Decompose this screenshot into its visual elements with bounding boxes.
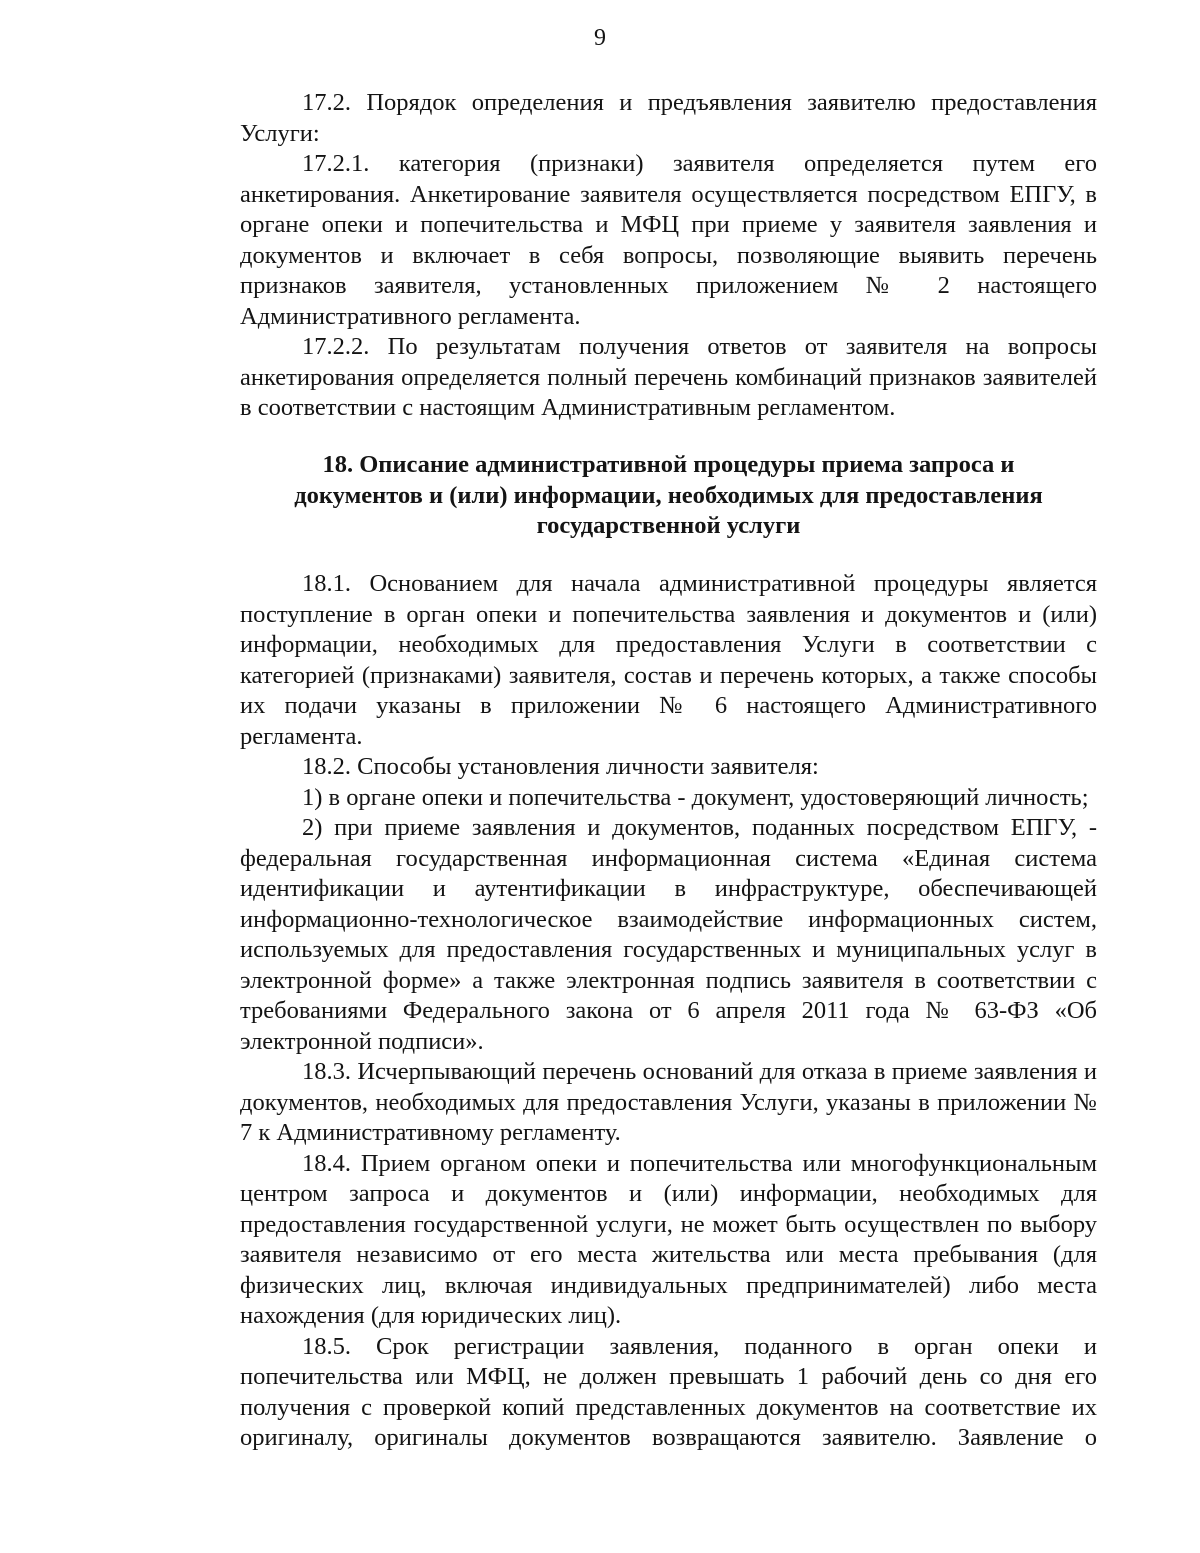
heading-line: документов и (или) информации, необходимых для предоставления (294, 481, 1043, 509)
heading-line: 18. Описание административной процедуры приема запроса и (322, 451, 1015, 478)
paragraph-17-2: 17.2. Порядок определения и предъявления заявителю предоставления Услуги: (240, 89, 1097, 147)
heading-line: государственной услуги (536, 512, 801, 539)
paragraph-18-2-item-1: 1) в органе опеки и попечительства - документ, удостоверяющий личность; (302, 783, 1089, 811)
section-18-heading (240, 450, 1097, 542)
page-number: 9 (594, 25, 606, 51)
paragraph-18-3: 18.3. Исчерпывающий перечень оснований для отказа в приеме заявления и документов, необходимых для предоставления Услуги, указаны в приложении № 7 к Административному регламенту. (240, 1058, 1097, 1146)
section-17-block (240, 88, 1097, 424)
paragraph-18-4: 18.4. Прием органом опеки и попечительства или многофункциональным центром запроса и документов и (или) информации, необходимых для предоставления государственной услуги, не может быть осуществлен по выбору заявителя независимо от его места жительства или места пребывания (для физических лиц, включая индивидуальных предпринимателей) либо места нахождения (для юридических лиц). (240, 1149, 1097, 1329)
paragraph-17-2-1: 17.2.1. категория (признаки) заявителя определяется путем его анкетирования. Анкетирование заявителя осуществляется посредством ЕПГУ, в органе опеки и попечительства и МФЦ при приеме у заявителя заявления и документов и включает в себя вопросы, позволяющие выявить перечень признаков заявителя, установленных приложением № 2 настоящего Административного регламента. (240, 150, 1097, 330)
section-18-block (240, 569, 1097, 1454)
paragraph-18-2: 18.2. Способы установления личности заявителя: (302, 753, 819, 780)
paragraph-17-2-2: 17.2.2. По результатам получения ответов от заявителя на вопросы анкетирования определяется полный перечень комбинаций признаков заявителей в соответствии с настоящим Административным регламентом. (240, 333, 1097, 421)
paragraph-18-1: 18.1. Основанием для начала административной процедуры является поступление в орган опеки и попечительства заявления и документов и (или) информации, необходимых для предоставления Услуги в соответствии с категорией (признаками) заявителя, состав и перечень которых, а также способы их подачи указаны в приложении № 6 настоящего Административного регламента. (240, 570, 1097, 750)
paragraph-18-5: 18.5. Срок регистрации заявления, поданного в орган опеки и попечительства или МФЦ, не должен превышать 1 рабочий день со дня его получения с проверкой копий представленных документов на соответствие их оригиналу, оригиналы документов возвращаются заявителю. Заявление о (240, 1332, 1097, 1451)
paragraph-18-2-item-2: 2) при приеме заявления и документов, поданных посредством ЕПГУ, - федеральная государственная информационная система «Единая система идентификации и аутентификации в инфраструктуре, обеспечивающей информационно-технологическое взаимодействие информационных систем, используемых для предоставления государственных и муниципальных услуг в электронной форме» а также электронная подпись заявителя в соответствии с требованиями Федерального закона от 6 апреля 2011 года № 63-ФЗ «Об электронной подписи». (240, 814, 1097, 1055)
